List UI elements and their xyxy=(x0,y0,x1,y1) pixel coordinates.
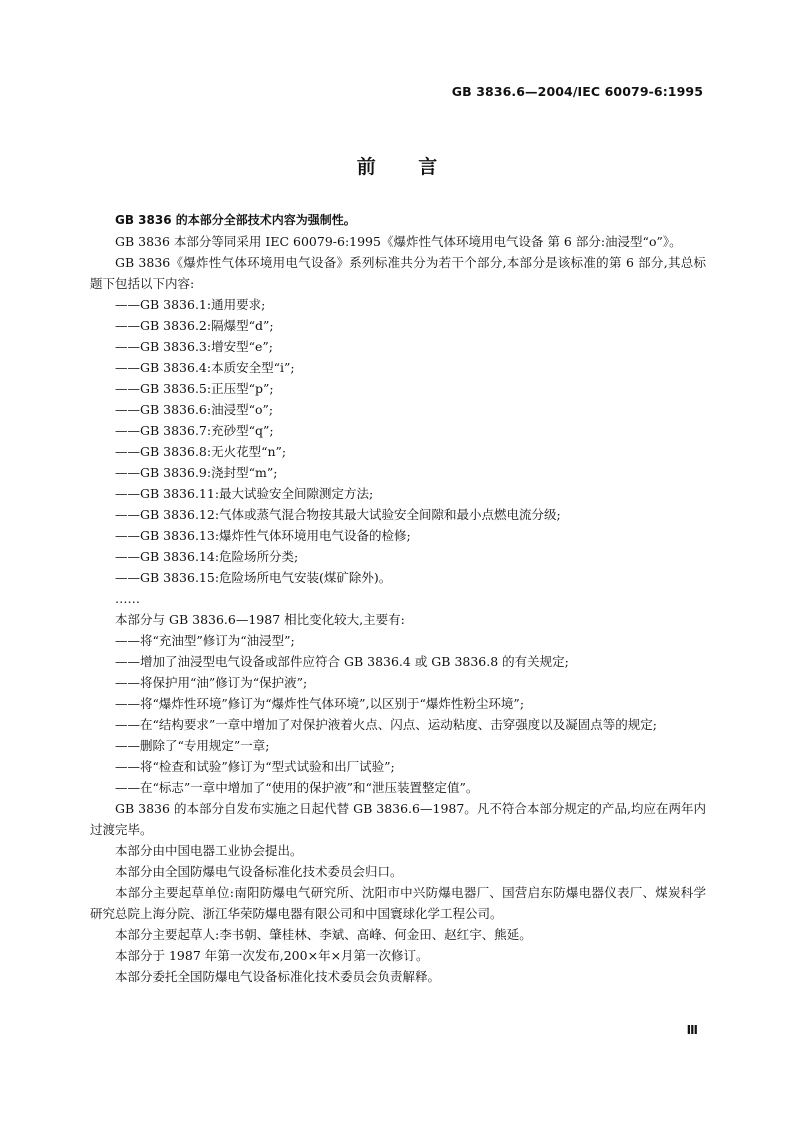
list-item: ——GB 3836.7:充砂型“q”; xyxy=(115,423,274,438)
list-item: ——在“结构要求”一章中增加了对保护液着火点、闪点、运动粘度、击穿强度以及凝固点等的规定; xyxy=(115,717,657,732)
publication-history: 本部分于 1987 年第一次发布,200×年×月第一次修订。 xyxy=(115,948,429,963)
list-item: ——将“爆炸性环境”修订为“爆炸性气体环境”,以区别于“爆炸性粉尘环境”; xyxy=(115,696,525,711)
list-item: ——将保护用“油”修订为“保护液”; xyxy=(115,675,308,690)
list-item: ——GB 3836.11:最大试验安全间隙测定方法; xyxy=(115,486,374,501)
list-item: ——GB 3836.14:危险场所分类; xyxy=(115,549,299,564)
list-item: ——GB 3836.13:爆炸性气体环境用电气设备的检修; xyxy=(115,528,411,543)
changes-list xyxy=(90,630,706,798)
list-item: ——GB 3836.5:正压型“p”; xyxy=(115,381,274,396)
list-item: ——GB 3836.15:危险场所电气安装(煤矿除外)。 xyxy=(115,570,392,585)
series-statement: GB 3836《爆炸性气体环境用电气设备》系列标准共分为若干个部分,本部分是该标准的第 6 部分,其总标题下包括以下内容: xyxy=(90,255,706,291)
parts-list xyxy=(90,294,706,609)
list-item: ——删除了“专用规定”一章; xyxy=(115,738,270,753)
list-item: ——GB 3836.1:通用要求; xyxy=(115,297,266,312)
centralized-statement: 本部分由全国防爆电气设备标准化技术委员会归口。 xyxy=(115,864,403,879)
replacement-statement: GB 3836 的本部分自发布实施之日起代替 GB 3836.6—1987。凡不符合本部分规定的产品,均应在两年内过渡完毕。 xyxy=(90,801,706,837)
list-ellipsis: …… xyxy=(115,591,140,606)
list-item: ——将“检查和试验”修订为“型式试验和出厂试验”; xyxy=(115,759,395,774)
document-body xyxy=(90,210,706,987)
list-item: ——增加了油浸型电气设备或部件应符合 GB 3836.4 或 GB 3836.8 的有关规定; xyxy=(115,654,569,669)
list-item: ——GB 3836.9:浇封型“m”; xyxy=(115,465,278,480)
list-item: ——GB 3836.3:增安型“e”; xyxy=(115,339,273,354)
changes-intro: 本部分与 GB 3836.6—1987 相比变化较大,主要有: xyxy=(115,612,405,627)
drafting-units: 本部分主要起草单位:南阳防爆电气研究所、沈阳市中兴防爆电器厂、国营启东防爆电器仪表厂、煤炭科学研究总院上海分院、浙江华荣防爆电器有限公司和中国寰球化学工程公司。 xyxy=(90,885,706,921)
list-item: ——GB 3836.2:隔爆型“d”; xyxy=(115,318,274,333)
mandatory-statement: GB 3836 的本部分全部技术内容为强制性。 xyxy=(115,213,356,227)
adoption-statement: GB 3836 本部分等同采用 IEC 60079-6:1995《爆炸性气体环境用电气设备 第 6 部分:油浸型“o”》。 xyxy=(115,234,682,249)
page-number: Ⅲ xyxy=(686,1023,698,1037)
interpretation-statement: 本部分委托全国防爆电气设备标准化技术委员会负责解释。 xyxy=(115,969,441,984)
list-item: ——GB 3836.8:无火花型“n”; xyxy=(115,444,287,459)
standard-code: GB 3836.6—2004/IEC 60079-6:1995 xyxy=(451,84,703,99)
list-item: ——GB 3836.4:本质安全型“i”; xyxy=(115,360,295,375)
proposer-statement: 本部分由中国电器工业协会提出。 xyxy=(115,843,303,858)
page-title: 前 言 xyxy=(356,156,456,178)
list-item: ——将“充油型”修订为“油浸型”; xyxy=(115,633,295,648)
drafters: 本部分主要起草人:李书朝、肇桂林、李斌、高峰、何金田、赵红宇、熊延。 xyxy=(115,927,532,942)
list-item: ——GB 3836.12:气体或蒸气混合物按其最大试验安全间隙和最小点燃电流分级; xyxy=(115,507,561,522)
list-item: ——在“标志”一章中增加了“使用的保护液”和“泄压装置整定值”。 xyxy=(115,780,479,795)
list-item: ——GB 3836.6:油浸型“o”; xyxy=(115,402,274,417)
